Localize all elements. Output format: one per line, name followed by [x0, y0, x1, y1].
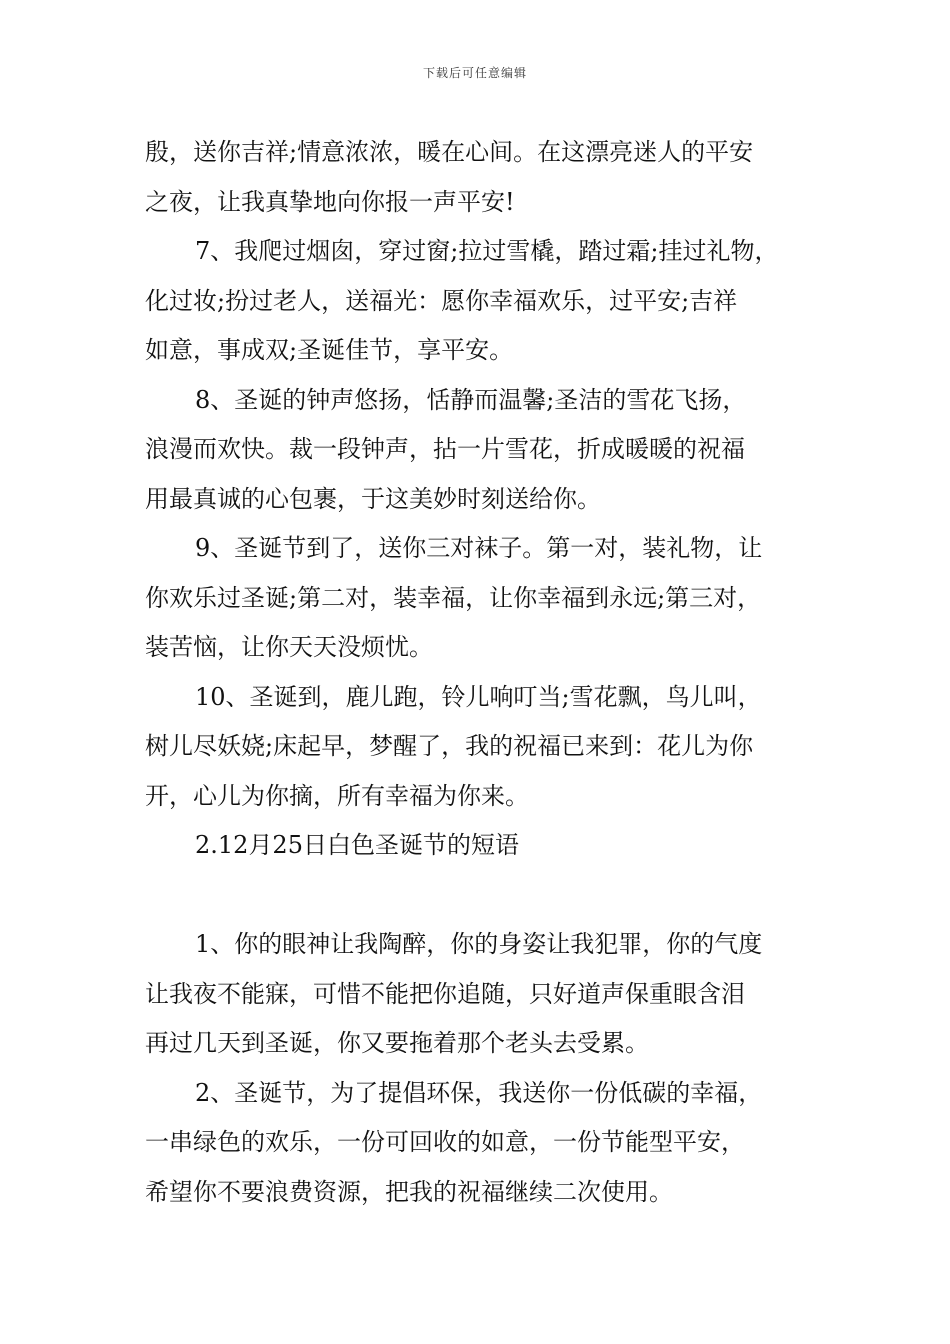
text-line: 7、我爬过烟囱，穿过窗;拉过雪橇，踏过霜;挂过礼物，	[195, 237, 779, 265]
text-line: 9、圣诞节到了，送你三对袜子。第一对，装礼物，让	[195, 534, 763, 562]
paragraph	[145, 920, 835, 1069]
text-line: 开，心儿为你摘，所有幸福为你来。	[145, 781, 529, 810]
text-line: 之夜，让我真挚地向你报一声平安!	[145, 187, 515, 216]
heading-line: 2.12月25日白色圣诞节的短语	[195, 831, 519, 859]
text-line: 10、圣诞到，鹿儿跑，铃儿响叮当;雪花飘，鸟儿叫，	[195, 682, 762, 711]
text-line: 2、圣诞节，为了提倡环保，我送你一份低碳的幸福，	[195, 1078, 763, 1107]
page-header-note: 下载后可任意编辑	[422, 66, 527, 80]
text-line: 再过几天到圣诞，你又要拖着那个老头去受累。	[145, 1029, 649, 1057]
text-line: 如意，事成双;圣诞佳节，享平安。	[145, 336, 514, 364]
paragraph	[145, 227, 835, 376]
document-body	[145, 128, 835, 1217]
text-line: 1、你的眼神让我陶醉，你的身姿让我犯罪，你的气度	[195, 930, 763, 958]
text-line: 希望你不要浪费资源，把我的祝福继续二次使用。	[145, 1177, 673, 1206]
paragraph	[145, 128, 835, 227]
text-line: 一串绿色的欢乐，一份可回收的如意，一份节能型平安，	[145, 1128, 745, 1156]
text-line: 树儿尽妖娆;床起早，梦醒了，我的祝福已来到：花儿为你	[145, 732, 754, 760]
paragraph	[145, 376, 835, 525]
text-line: 化过妆;扮过老人，送福光：愿你幸福欢乐，过平安;吉祥	[145, 286, 738, 315]
blank-line	[145, 871, 835, 921]
text-line: 8、圣诞的钟声悠扬，恬静而温馨;圣洁的雪花飞扬，	[195, 385, 747, 414]
text-line: 你欢乐过圣诞;第二对，装幸福，让你幸福到永远;第三对，	[145, 583, 762, 612]
text-line: 装苦恼，让你天天没烦忧。	[145, 633, 433, 661]
paragraph	[145, 673, 835, 822]
text-line: 殷，送你吉祥;情意浓浓，暖在心间。在这漂亮迷人的平安	[145, 138, 754, 166]
text-line: 让我夜不能寐，可惜不能把你追随，只好道声保重眼含泪	[145, 979, 745, 1008]
text-line: 用最真诚的心包裹，于这美妙时刻送给你。	[145, 484, 601, 513]
paragraph	[145, 1069, 835, 1218]
paragraph	[145, 524, 835, 673]
text-line: 浪漫而欢快。裁一段钟声，拈一片雪花，折成暖暖的祝福	[145, 435, 745, 463]
section-heading	[145, 821, 835, 871]
